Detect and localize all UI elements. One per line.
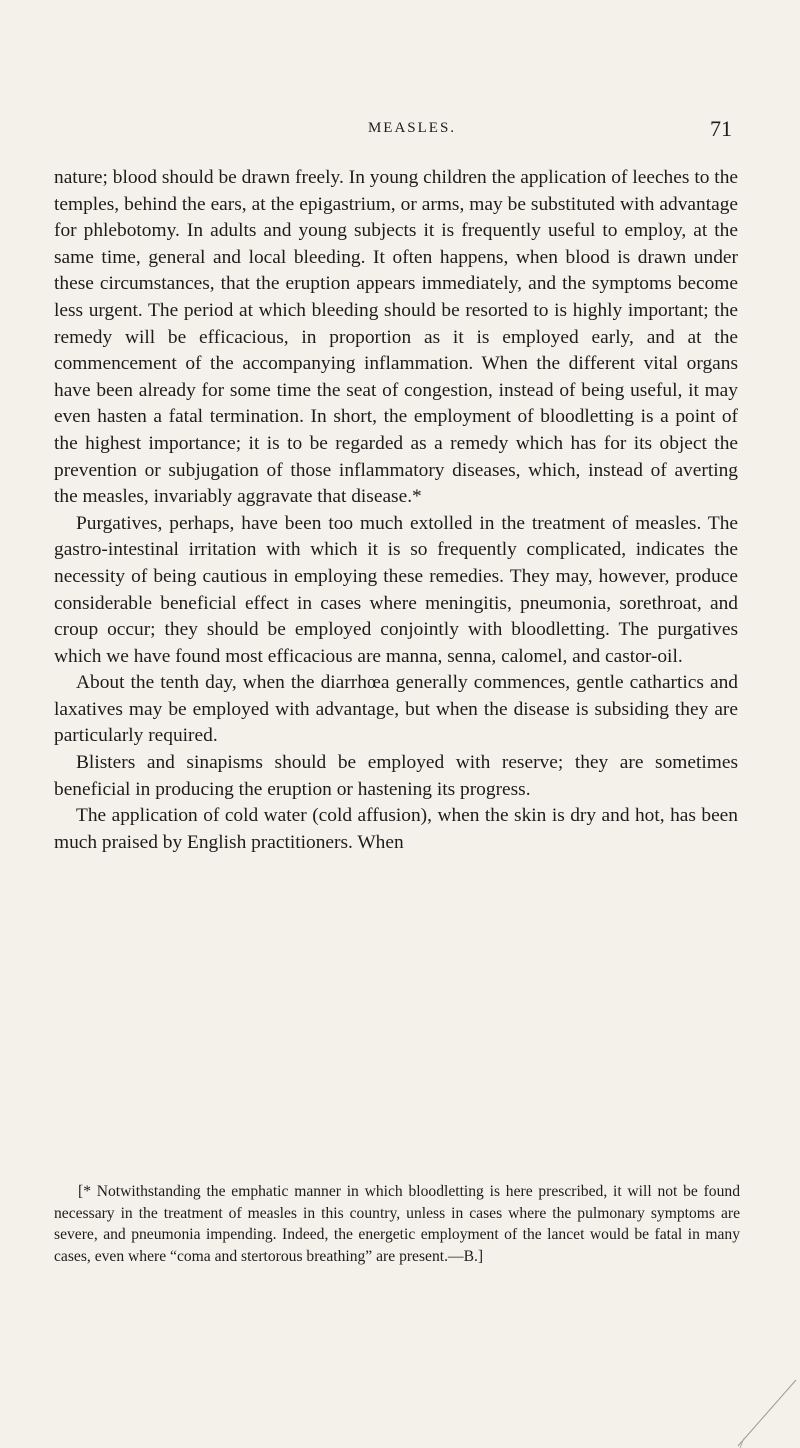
body-text [54,165,738,856]
page-number: 71 [710,116,732,141]
paragraph-blisters: Blisters and sinapisms should be employed with reserve; they are sometimes beneficial in producing the eruption or hastening its progress. [54,752,738,800]
paragraph-bloodletting: nature; blood should be drawn freely. In young children the application of leeches to the temples, behind the ears, at the epigastrium, or arms, may be substituted with advantage for phlebotomy. In adults and young subjects it is frequently useful to employ, at the same time, general and local bleeding. It often happens, when blood is drawn under these circumstances, that the eruption appears immediately, and the symptoms become less urgent. The period at which bleeding should be resorted to is highly important; the remedy will be efficacious, in proportion as it is employed early, and at the commencement of the accompanying inflammation. When the different vital organs have been already for some time the seat of congestion, instead of being useful, it may even hasten a fatal termination. In short, the employment of bloodletting is a point of the highest importance; it is to be regarded as a remedy which has for its object the prevention or subjugation of those inflammatory diseases, which, instead of averting the measles, invariably aggravate that disease.* [54,167,738,508]
running-title: MEASLES. [367,120,457,136]
running-head [92,116,732,144]
paragraph-cathartics: About the tenth day, when the diarrhœa generally commences, gentle cathartics and laxatives may be employed with advantage, but when the disease is subsiding they are particularly required. [54,672,738,747]
page-corner-fold-mark [710,1358,800,1448]
paragraph-cold-water: The application of cold water (cold affusion), when the skin is dry and hot, has been much praised by English practitioners. When [54,805,738,853]
footnote [54,1181,740,1267]
footnote-text: [* Notwithstanding the emphatic manner in which bloodletting is here prescribed, it will not be found necessary in the treatment of measles in this country, unless in cases where the pulmonary symptoms are severe, and pneumonia impending. Indeed, the energetic employment of the lancet would be fatal in many cases, even where “coma and stertorous breathing” are present.—B.] [54,1183,740,1265]
paragraph-purgatives: Purgatives, perhaps, have been too much extolled in the treatment of measles. The gastro-intestinal irritation with which it is so frequently complicated, indicates the necessity of being cautious in employing these remedies. They may, however, produce considerable beneficial effect in cases where meningitis, pneumonia, sorethroat, and croup occur; they should be employed conjointly with bloodletting. The purgatives which we have found most efficacious are manna, senna, calomel, and castor-oil. [54,512,738,667]
